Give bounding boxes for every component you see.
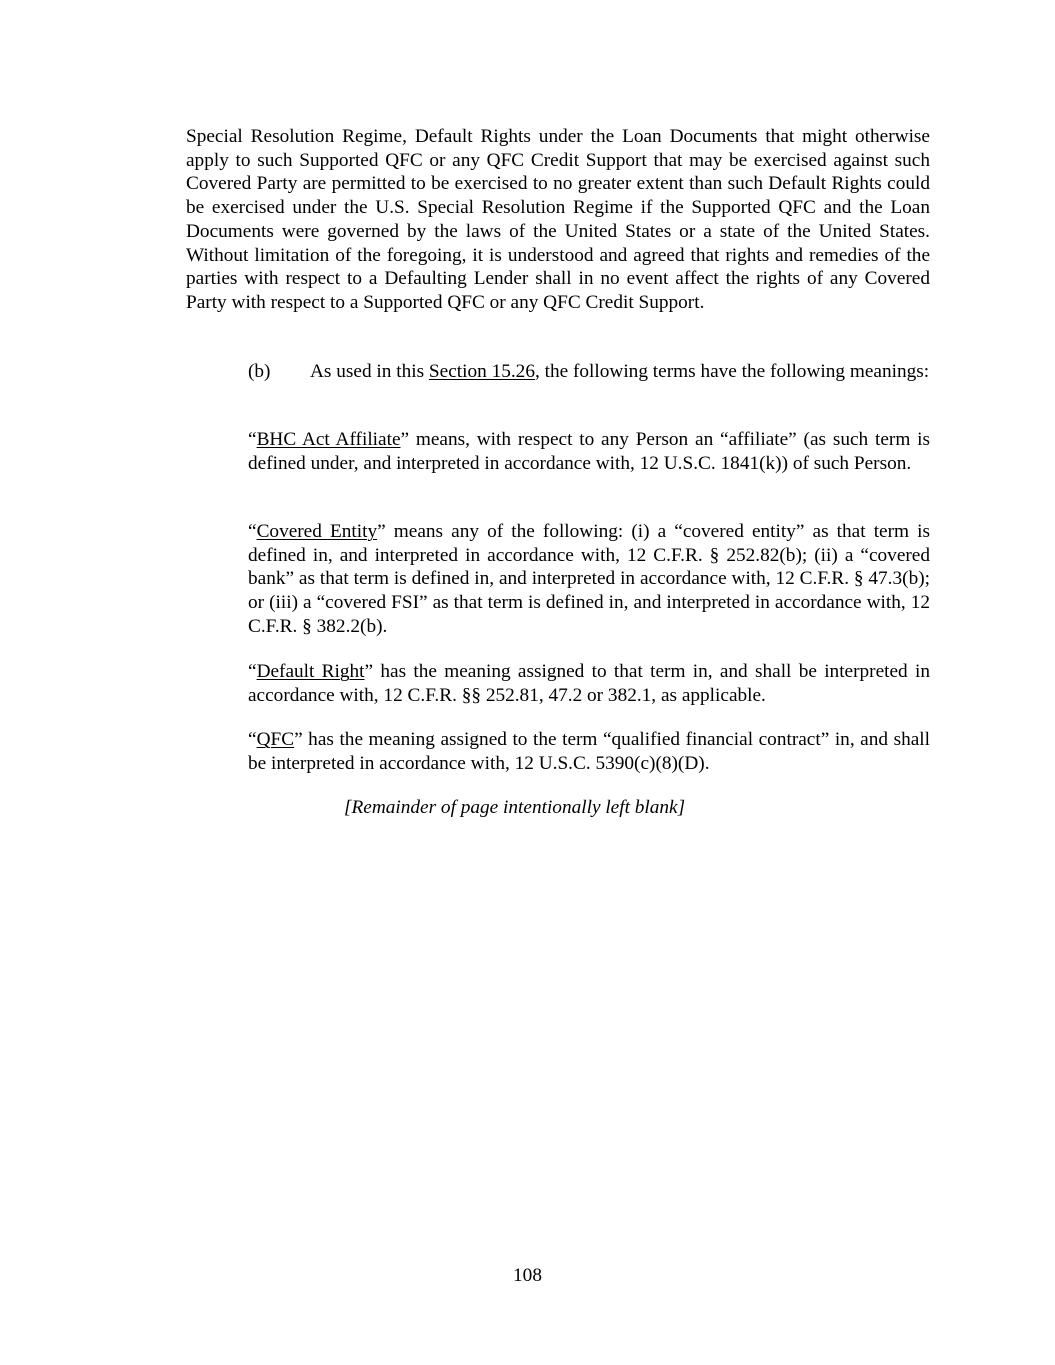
defined-term: QFC [256,729,295,750]
definition-text: ” means, with respect to any Person an “affiliate” (as such term is defined under, and interpreted in accordance with, 12 U.S.C. 1841(k)) of such Person. [248,429,930,474]
paragraph-b-text-after: , the following terms have the following meanings: [534,361,930,382]
defined-term: Default Right [256,661,365,682]
section-reference: Section 15.26 [428,361,535,382]
remainder-note: [Remainder of page intentionally left blank] [344,797,686,818]
page-number: 108 [513,1265,542,1286]
definition-text: ” has the meaning assigned to that term in, and shall be interpreted in accordance with, 12 C.F.R. §§ 252.81, 47.2 or 382.1, as applicable. [248,661,930,706]
definition-text: ” means any of the following: (i) a “covered entity” as that term is defined in, and interpreted in accordance with, 12 C.F.R. § 252.82(b); (ii) a “covered bank” as that term is defined in, and interpreted in accordance with, 12 C.F.R. § 47.3(b); or (iii) a “covered FSI” as that term is defined in, and interpreted in accordance with, 12 C.F.R. § 382.2(b). [248,521,930,637]
paragraph-b-label: (b) [248,361,271,382]
definition-open-quote: “ [248,661,257,682]
definition-open-quote: “ [248,729,257,750]
paragraph-b-text-before: As used in this [310,361,429,382]
definition-qfc [248,728,930,775]
definition-open-quote: “ [248,429,257,450]
definition-covered-entity [248,520,930,639]
definition-open-quote: “ [248,521,257,542]
paragraph-b [186,360,930,384]
continuation-paragraph: Special Resolution Regime, Default Rights under the Loan Documents that might otherwise apply to such Supported QFC or any QFC Credit Support that may be exercised against such Covered Party are permitted to be exercised to no greater extent than such Default Rights could be exercised under the U.S. Special Resolution Regime if the Supported QFC and the Loan Documents were governed by the laws of the United States or a state of the United States. Without limitation of the foregoing, it is understood and agreed that rights and remedies of the parties with respect to a Defaulting Lender shall in no event affect the rights of any Covered Party with respect to a Supported QFC or any QFC Credit Support. [186,126,930,313]
definition-text: ” has the meaning assigned to the term “qualified financial contract” in, and shall be interpreted in accordance with, 12 U.S.C. 5390(c)(8)(D). [248,729,930,774]
definition-bhc-act-affiliate [248,428,930,475]
defined-term: Covered Entity [256,521,378,542]
defined-term: BHC Act Affiliate [256,429,401,450]
definition-default-right [248,660,930,707]
